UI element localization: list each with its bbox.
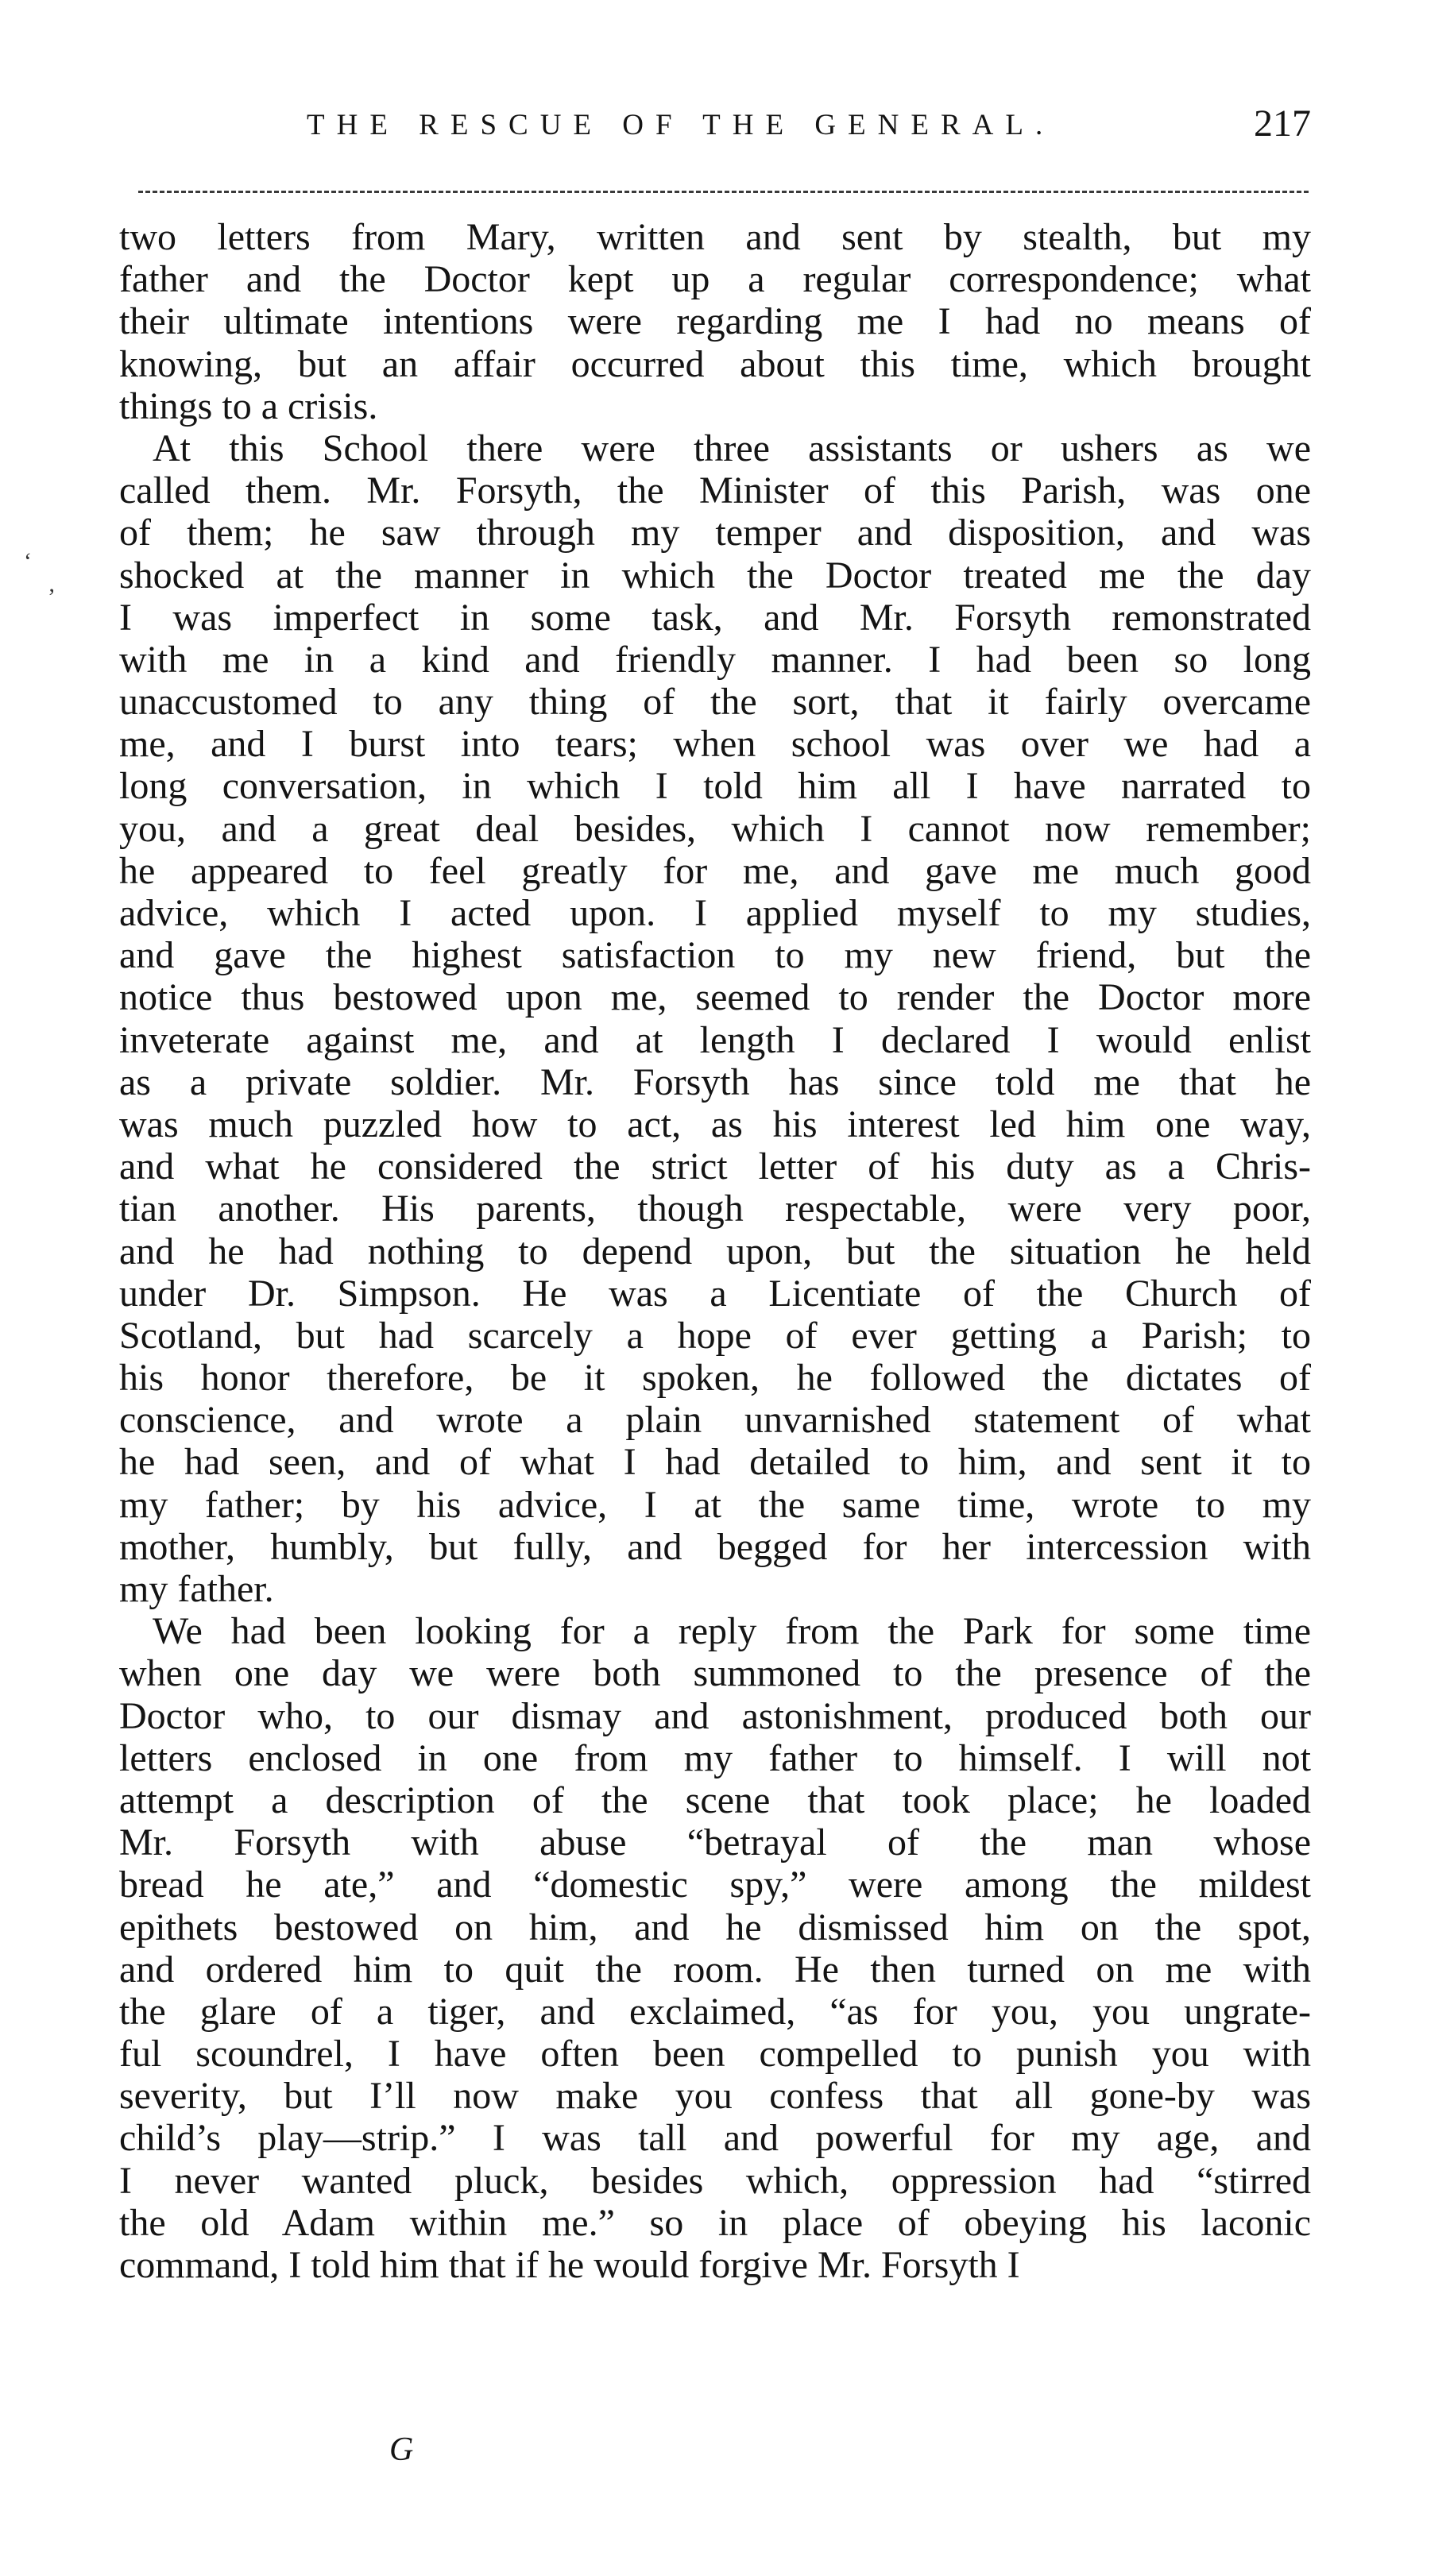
margin-mark: ‘	[24, 548, 32, 574]
text-line: I never wanted pluck, besides which, oppression had “stirred	[119, 2159, 1311, 2202]
text-line: with me in a kind and friendly manner. I had been so long	[119, 638, 1311, 681]
text-line: the glare of a tiger, and exclaimed, “as for you, you ungrate-	[119, 1990, 1311, 2033]
text-line: tian another. His parents, though respectable, were very poor,	[119, 1188, 1311, 1230]
text-line: my father; by his advice, I at the same time, wrote to my	[119, 1483, 1311, 1526]
text-line: attempt a description of the scene that took place; he loaded	[119, 1778, 1311, 1821]
text-line: two letters from Mary, written and sent by stealth, but my	[119, 216, 1311, 258]
text-line: his honor therefore, be it spoken, he followed the dictates of	[119, 1357, 1311, 1400]
text-line: shocked at the manner in which the Doctor treated me the day	[119, 554, 1311, 597]
text-line: advice, which I acted upon. I applied myself to my studies,	[119, 892, 1311, 934]
text-line: was much puzzled how to act, as his interest led him one way,	[119, 1103, 1311, 1145]
text-line: mother, humbly, but fully, and begged for her intercession with	[119, 1525, 1311, 1568]
text-line: as a private soldier. Mr. Forsyth has since told me that he	[119, 1060, 1311, 1103]
text-line: child’s play—strip.” I was tall and powerful for my age, and	[119, 2117, 1311, 2160]
text-line: Mr. Forsyth with abuse “betrayal of the man whose	[119, 1821, 1311, 1864]
text-line: conscience, and wrote a plain unvarnished statement of what	[119, 1399, 1311, 1442]
text-line: unaccustomed to any thing of the sort, that it fairly overcame	[119, 681, 1311, 724]
text-line: Scotland, but had scarcely a hope of ever getting a Parish; to	[119, 1314, 1311, 1357]
text-line: me, and I burst into tears; when school was over we had a	[119, 723, 1311, 766]
text-line: At this School there were three assistants or ushers as we	[153, 427, 1311, 469]
text-line: letters enclosed in one from my father to himself. I will not	[119, 1736, 1311, 1779]
text-line: We had been looking for a reply from the Park for some time	[153, 1610, 1311, 1653]
text-line: inveterate against me, and at length I declared I would enlist	[119, 1018, 1311, 1061]
body-text	[119, 216, 1311, 2286]
text-line: and ordered him to quit the room. He then turned on me with	[119, 1948, 1311, 1991]
text-line: epithets bestowed on him, and he dismissed him on the spot,	[119, 1906, 1311, 1948]
text-line: my father.	[119, 1568, 274, 1610]
text-line: of them; he saw through my temper and disposition, and was	[119, 512, 1311, 554]
text-line: and he had nothing to depend upon, but the situation he held	[119, 1230, 1311, 1273]
text-line: things to a crisis.	[119, 384, 378, 427]
text-line: called them. Mr. Forsyth, the Minister of this Parish, was one	[119, 469, 1311, 512]
text-line: he had seen, and of what I had detailed to him, and sent it to	[119, 1441, 1311, 1484]
text-line: bread he ate,” and “domestic spy,” were among the mildest	[119, 1863, 1311, 1906]
margin-mark: ’	[48, 584, 56, 610]
text-line: notice thus bestowed upon me, seemed to render the Doctor more	[119, 976, 1311, 1019]
header-rule	[138, 191, 1309, 193]
text-line: command, I told him that if he would forgive Mr. Forsyth I	[119, 2244, 1020, 2286]
text-line: severity, but I’ll now make you confess that all gone-by was	[119, 2075, 1311, 2118]
text-line: ful scoundrel, I have often been compelled to punish you with	[119, 2033, 1311, 2076]
running-title: THE RESCUE OF THE GENERAL.	[307, 109, 1055, 141]
text-line: you, and a great deal besides, which I cannot now remember;	[119, 807, 1311, 850]
text-line: and gave the highest satisfaction to my new friend, but the	[119, 934, 1311, 977]
page-number: 217	[1254, 102, 1311, 145]
signature-mark: G	[389, 2431, 414, 2468]
text-line: when one day we were both summoned to the presence of the	[119, 1652, 1311, 1695]
text-line: under Dr. Simpson. He was a Licentiate of the Church of	[119, 1272, 1311, 1315]
text-line: I was imperfect in some task, and Mr. Forsyth remonstrated	[119, 596, 1311, 639]
text-line: father and the Doctor kept up a regular correspondence; what	[119, 258, 1311, 301]
text-line: he appeared to feel greatly for me, and gave me much good	[119, 849, 1311, 892]
text-line: and what he considered the strict letter of his duty as a Chris-	[119, 1145, 1311, 1188]
text-line: the old Adam within me.” so in place of obeying his laconic	[119, 2201, 1311, 2244]
text-line: long conversation, in which I told him all I have narrated to	[119, 765, 1311, 808]
running-head	[119, 102, 1311, 165]
text-line: knowing, but an affair occurred about this time, which brought	[119, 342, 1311, 385]
text-line: their ultimate intentions were regarding me I had no means of	[119, 300, 1311, 343]
text-line: Doctor who, to our dismay and astonishment, produced both our	[119, 1694, 1311, 1737]
